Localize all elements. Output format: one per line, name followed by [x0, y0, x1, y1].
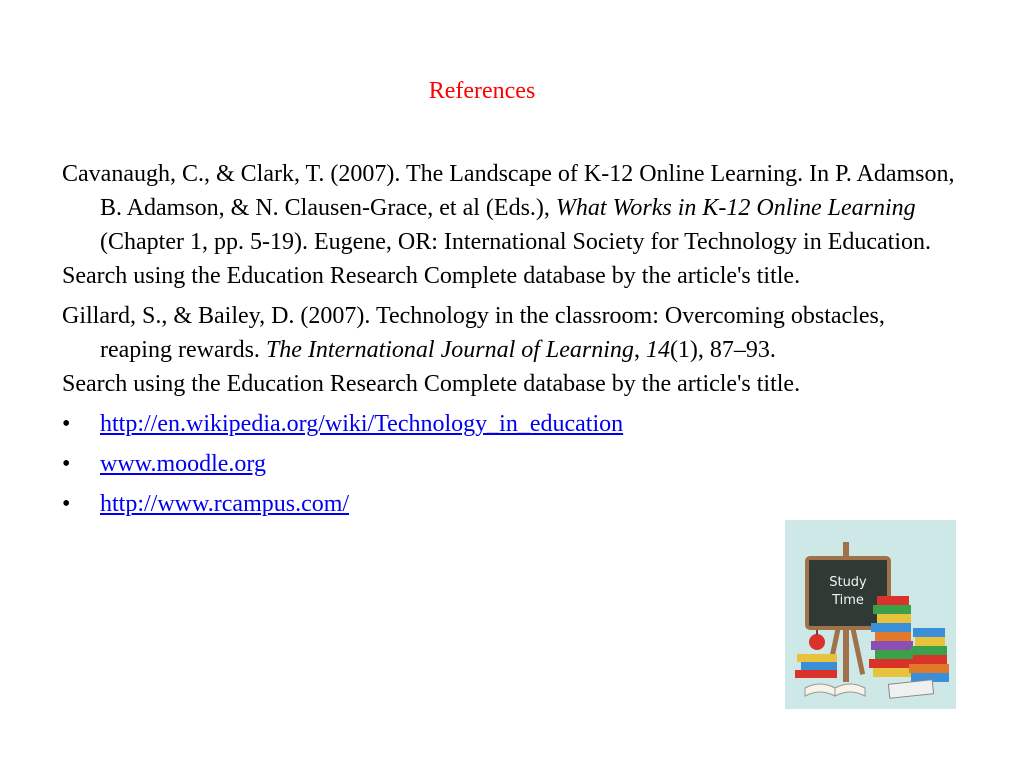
reference-title-italic: What Works in K-12 Online Learning [555, 195, 916, 221]
reference-text: (1), 87–93. [669, 337, 776, 363]
book [877, 614, 911, 623]
references-list [62, 157, 962, 527]
book [909, 664, 949, 673]
reference-text: , [633, 337, 646, 363]
list-item [62, 487, 962, 521]
book [873, 668, 913, 677]
book [875, 650, 913, 659]
bullet: • [62, 451, 71, 477]
study-time-clipart [785, 520, 956, 709]
book [871, 623, 911, 632]
apple-icon [809, 634, 825, 650]
link-rcampus[interactable]: http://www.rcampus.com/ [100, 491, 350, 517]
reference-text: Gillard, S., & Bailey, D. (2007). Technology in the classroom: Overcoming obstacles, reaping rewards. [62, 303, 885, 363]
bullet: • [62, 491, 71, 517]
reference-note: Search using the Education Research Complete database by the article's title. [62, 371, 801, 397]
apple-stem [816, 630, 818, 635]
book [797, 654, 837, 662]
link-wikipedia[interactable]: http://en.wikipedia.org/wiki/Technology_in_education [100, 411, 624, 437]
link-moodle[interactable]: www.moodle.org [100, 451, 266, 477]
list-item [62, 447, 962, 481]
reference-entry [62, 157, 962, 293]
reference-text: Cavanaugh, C., & Clark, T. (2007). The Landscape of K-12 Online Learning. In P. Adamson, B. Adamson, & N. Clausen-Grace, et al (Eds.), [62, 161, 955, 221]
board-text: Study [829, 575, 867, 590]
reference-text: (Chapter 1, pp. 5-19). Eugene, OR: International Society for Technology in Education. [100, 229, 931, 255]
page-title: References [428, 78, 536, 104]
list-item [62, 407, 962, 441]
book [915, 637, 945, 646]
board-text: Time [832, 593, 864, 608]
book [913, 655, 947, 664]
bullet: • [62, 411, 71, 437]
reference-entry [62, 299, 962, 401]
book [911, 646, 947, 655]
book [795, 670, 837, 678]
reference-title-italic: The International Journal of Learning [265, 337, 634, 363]
book [801, 662, 837, 670]
book [873, 605, 911, 614]
reference-volume-italic: 14 [645, 337, 670, 363]
book [913, 628, 945, 637]
links-list [62, 407, 962, 521]
book [877, 596, 909, 605]
book [875, 632, 911, 641]
book [869, 659, 913, 668]
book [871, 641, 913, 650]
reference-note: Search using the Education Research Complete database by the article's title. [62, 263, 801, 289]
